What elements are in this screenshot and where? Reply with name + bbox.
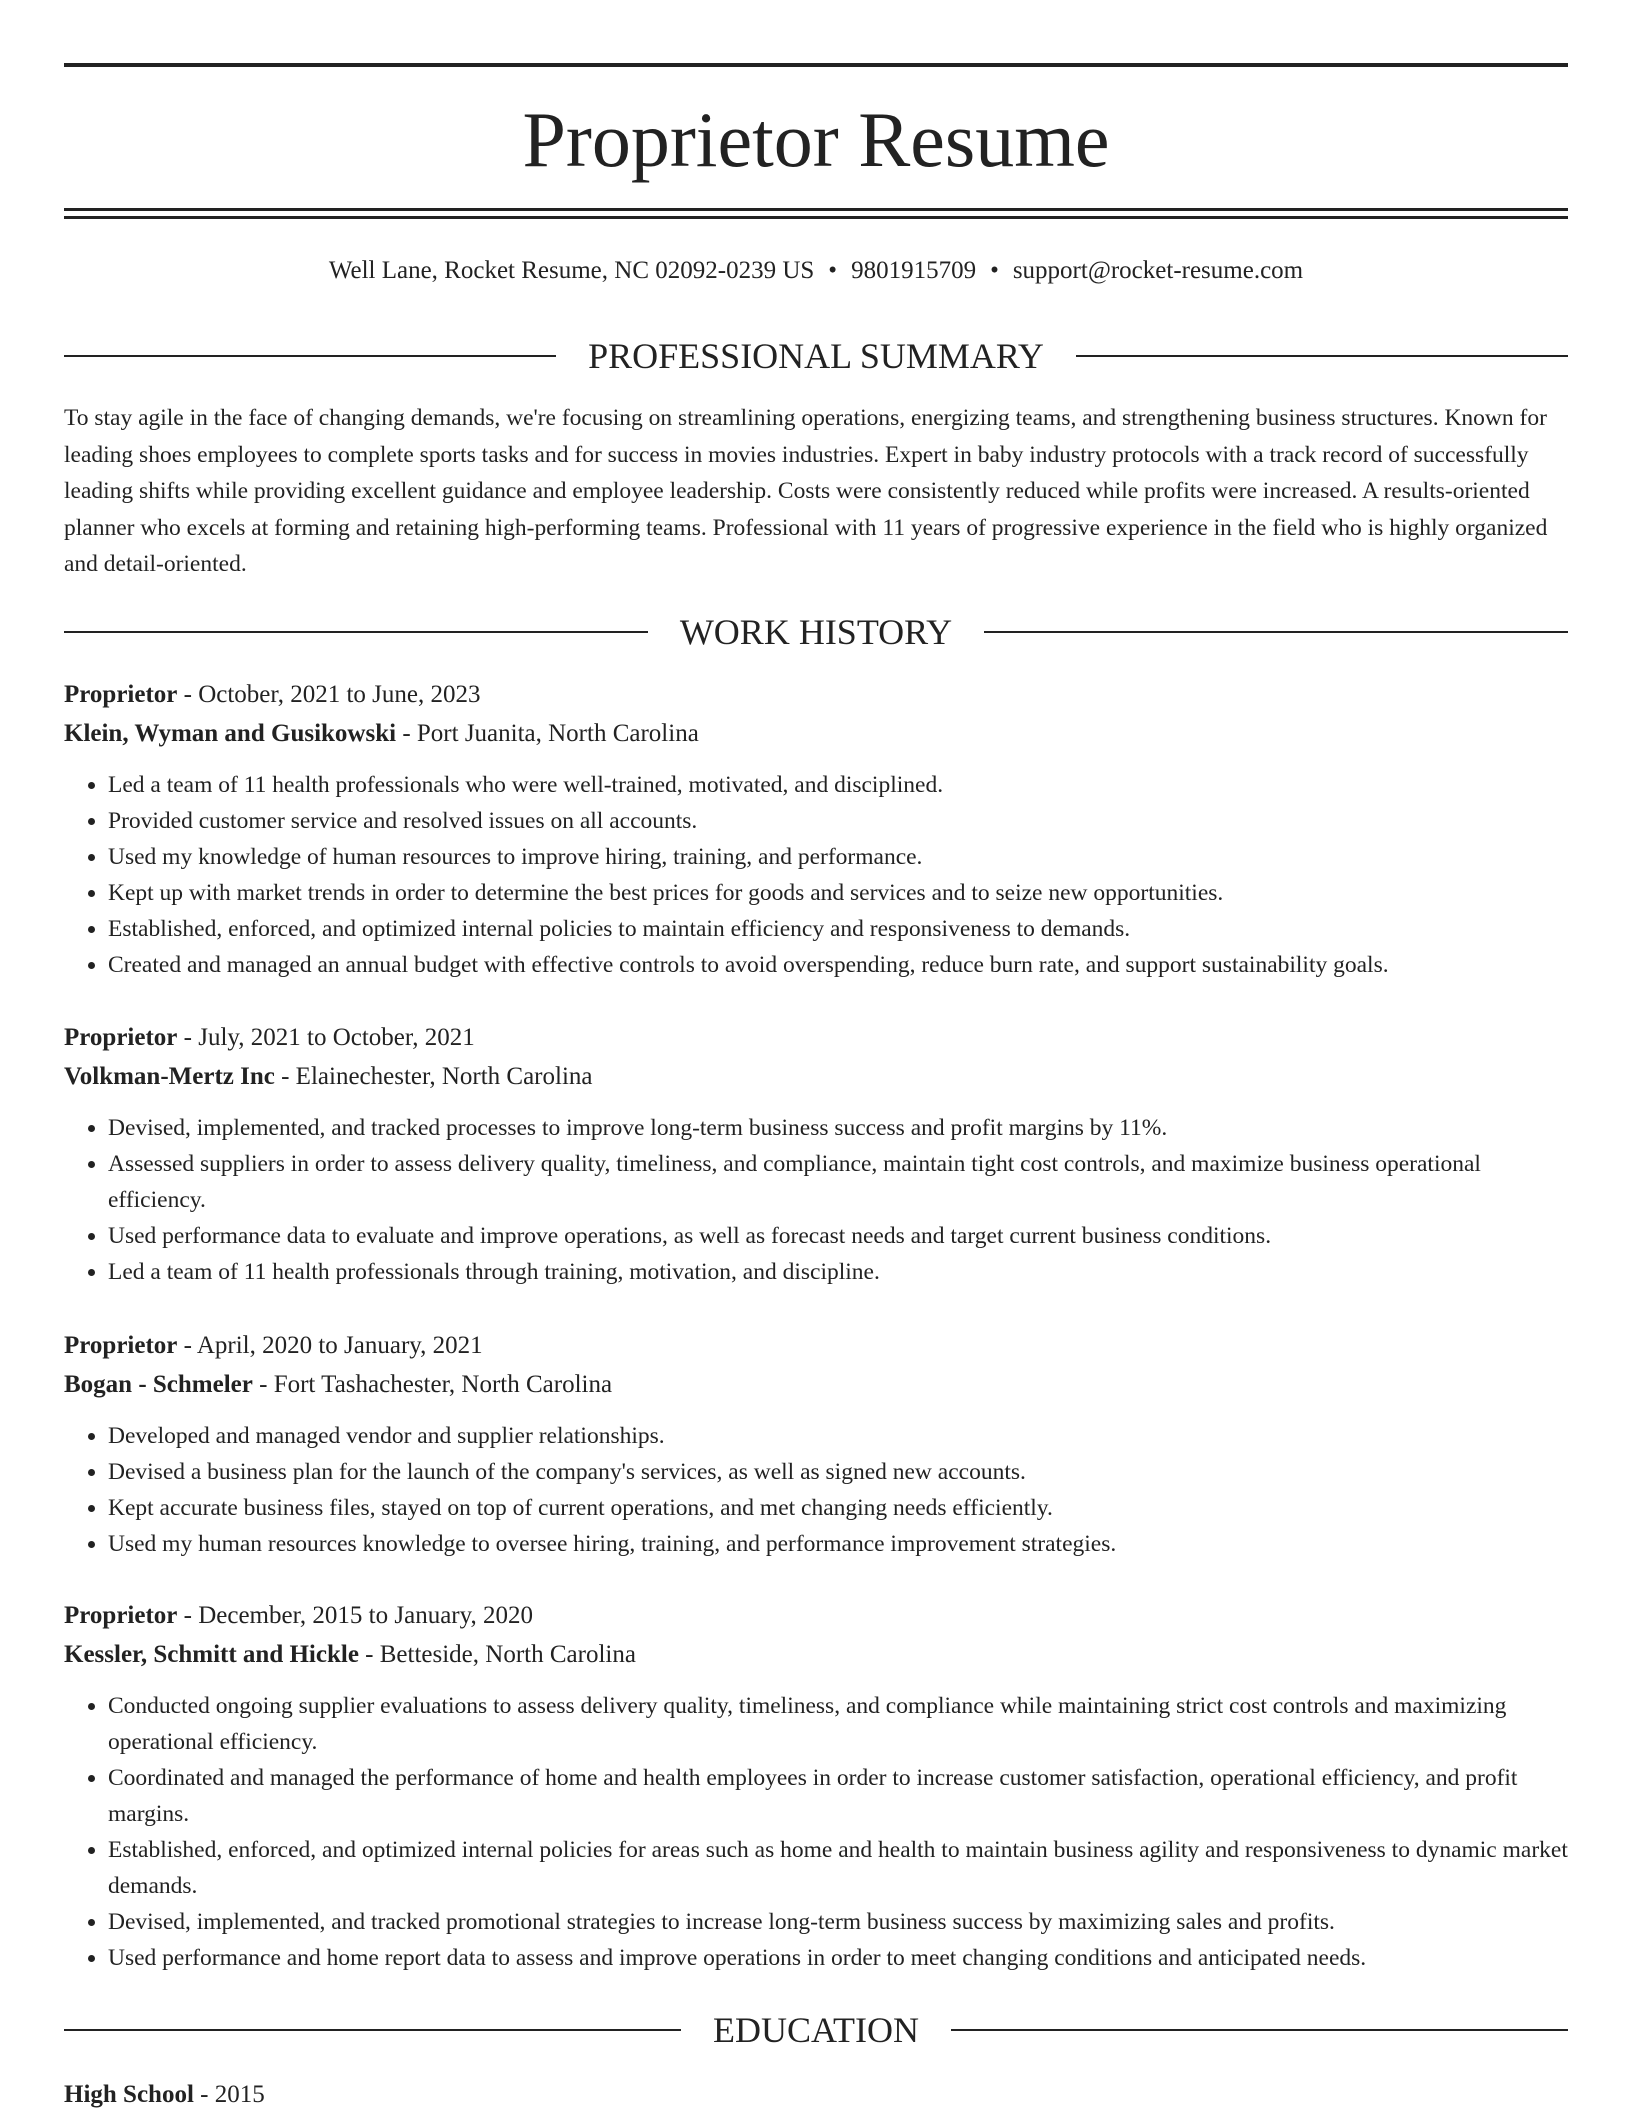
job-company-line [64,715,1568,754]
job-bullet: • Created and managed an annual budget with effective controls to avoid overspending, reduce burn rate, and support sustainability goals. [108,947,1568,983]
job-bullet: • Provided customer service and resolved issues on all accounts. [108,803,1568,839]
job-entry [64,1597,1568,1976]
section-rule [951,2029,1568,2031]
job-bullet: • Conducted ongoing supplier evaluations to assess delivery quality, timeliness, and compliance while maintaining strict cost controls and maximizing operational efficiency. [108,1688,1568,1760]
job-dates: - December, 2015 to January, 2020 [177,1602,533,1629]
job-title-line [64,676,1568,715]
contact-separator: • [990,257,999,284]
job-bullet: • Led a team of 11 health professionals who were well-trained, motivated, and disciplined. [108,767,1568,803]
job-company: Kessler, Schmitt and Hickle [64,1640,359,1668]
job-bullet: • Established, enforced, and optimized internal policies to maintain efficiency and responsiveness to demands. [108,911,1568,947]
contact-phone: 9801915709 [851,257,977,284]
job-company-line [64,1058,1568,1097]
top-rule [64,63,1568,67]
section-header-work-history [64,612,1568,652]
section-rule [64,631,648,633]
job-company: Volkman-Mertz Inc [64,1062,275,1090]
job-entry [64,1327,1568,1562]
section-header-education [64,2010,1568,2050]
contact-line [64,256,1568,286]
job-title: Proprietor [64,1024,178,1051]
section-rule [1076,355,1568,357]
job-bullet: • Devised, implemented, and tracked promotional strategies to increase long-term business success by maximizing sales and profits. [108,1904,1568,1940]
section-title: WORK HISTORY [679,612,953,652]
job-dates: - April, 2020 to January, 2021 [177,1332,483,1359]
section-title: EDUCATION [713,2010,919,2050]
job-dates: - July, 2021 to October, 2021 [177,1024,475,1051]
job-location: - Elainechester, North Carolina [274,1062,593,1090]
section-rule [64,2029,681,2031]
summary-text: To stay agile in the face of changing demands, we're focusing on streamlining operations, energizing teams, and strengthening business structures. Known for leading shoes employees to complete sports tasks and for success in movies industries. Expert in baby industry protocols with a track record of successfully leading shifts while providing excellent guidance and employee leadership. Costs were consistently reduced while profits were increased. A results-oriented planner who excels at forming and retaining high-performing teams. Professional with 11 years of progressive experience in the field who is highly organized and detail-oriented. [64,405,1548,577]
job-company: Klein, Wyman and Gusikowski [64,719,397,747]
job-title-line [64,1327,1568,1366]
education-entry [64,2076,1568,2114]
contact-address: Well Lane, Rocket Resume, NC 02092-0239 US [328,257,815,284]
contact-separator: • [828,257,838,284]
job-bullets [64,1110,1568,1290]
job-location: - Fort Tashachester, North Carolina [252,1370,613,1398]
job-bullet: • Kept accurate business files, stayed on top of current operations, and met changing needs efficiently. [108,1490,1568,1526]
job-location: - Port Juanita, North Carolina [396,719,699,747]
job-company-line [64,1636,1568,1675]
job-dates: - October, 2021 to June, 2023 [177,681,481,708]
job-bullet: • Assessed suppliers in order to assess delivery quality, timeliness, and compliance, maintain tight cost controls, and maximize business operational efficiency. [108,1146,1568,1218]
job-bullet: • Used performance and home report data to assess and improve operations in order to meet changing conditions and anticipated needs. [108,1940,1568,1976]
job-bullet: • Led a team of 11 health professionals through training, motivation, and discipline. [108,1254,1568,1290]
job-bullet: • Devised, implemented, and tracked processes to improve long-term business success and profit margins by 11%. [108,1110,1568,1146]
job-bullets [64,1418,1568,1562]
job-bullet: • Coordinated and managed the performance of home and health employees in order to increase customer satisfaction, operational efficiency, and profit margins. [108,1760,1568,1832]
job-bullet: • Devised a business plan for the launch of the company's services, as well as signed new accounts. [108,1454,1568,1490]
job-bullet: • Developed and managed vendor and supplier relationships. [108,1418,1568,1454]
job-location: - Betteside, North Carolina [358,1640,636,1668]
contact-email: support@rocket-resume.com [1012,257,1304,284]
job-bullet: • Used performance data to evaluate and improve operations, as well as forecast needs and target current business conditions. [108,1218,1568,1254]
title-double-rule-lower [64,216,1568,219]
job-title: Proprietor [64,681,178,708]
section-header-summary [64,336,1568,376]
job-bullet: • Established, enforced, and optimized internal policies for areas such as home and health to maintain business agility and responsiveness to dynamic market demands. [108,1832,1568,1904]
job-title: Proprietor [64,1602,178,1629]
job-bullets [64,767,1568,983]
job-bullet: • Used my human resources knowledge to oversee hiring, training, and performance improvement strategies. [108,1526,1568,1562]
section-rule [984,631,1568,633]
page-title: Proprietor Resume [522,96,1110,183]
job-title: Proprietor [64,1332,178,1359]
job-title-line [64,1597,1568,1636]
job-title-line [64,1019,1568,1058]
job-company-line [64,1366,1568,1405]
section-rule [64,355,556,357]
job-bullet: • Used my knowledge of human resources to improve hiring, training, and performance. [108,839,1568,875]
job-bullets [64,1688,1568,1976]
job-company: Bogan - Schmeler [64,1370,253,1398]
education-year: - 2015 [193,2081,265,2108]
job-entry [64,1019,1568,1290]
job-bullet: • Kept up with market trends in order to determine the best prices for goods and services and to seize new opportunities. [108,875,1568,911]
title-double-rule-upper [64,208,1568,211]
education-degree: High School [64,2081,194,2108]
job-entry [64,676,1568,983]
section-title: PROFESSIONAL SUMMARY [588,336,1044,376]
